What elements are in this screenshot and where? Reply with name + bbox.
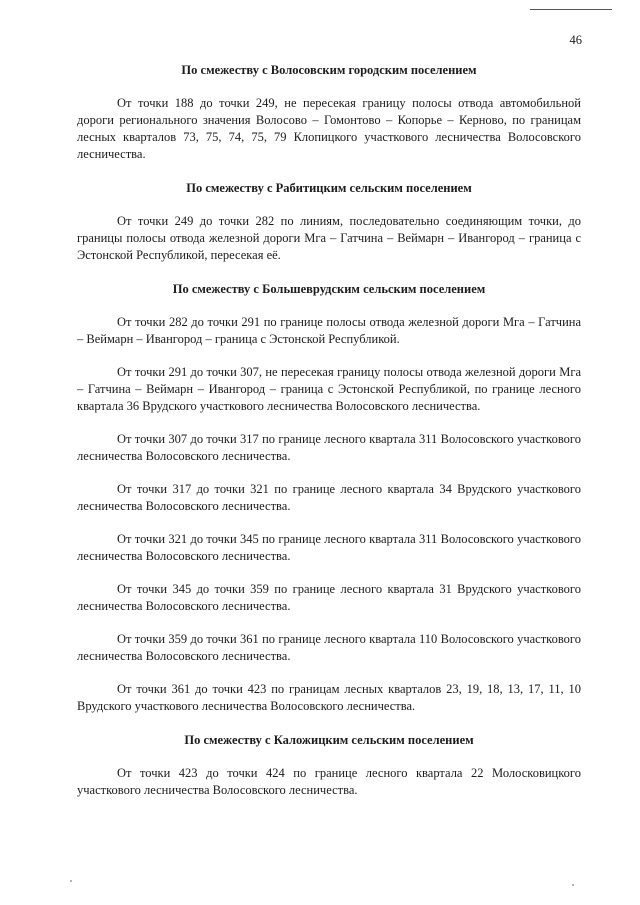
paragraph: От точки 423 до точки 424 по границе лесного квартала 22 Молосковицкого участкового лесничества Волосовского лесничества. [77, 766, 581, 797]
paragraph: От точки 249 до точки 282 по линиям, последовательно соединяющим точки, до границы полосы отвода железной дороги Мга – Гатчина – Веймарн – Ивангород – граница с Эстонской Республикой, пересекая её. [77, 214, 581, 262]
section-kalozhitsy [77, 732, 581, 799]
paragraph: От точки 359 до точки 361 по границе лесного квартала 110 Волосовского участкового лесничества Волосовского лесничества. [77, 632, 581, 663]
scan-speck [70, 880, 72, 882]
paragraph: От точки 282 до точки 291 по границе полосы отвода железной дороги Мга – Гатчина – Веймарн – Ивангород – граница с Эстонской Республикой. [77, 315, 581, 346]
paragraph: От точки 345 до точки 359 по границе лесного квартала 31 Врудского участкового лесничества Волосовского лесничества. [77, 582, 581, 613]
top-rule [530, 9, 612, 10]
section-heading: По смежеству с Рабитицким сельским поселением [186, 181, 472, 195]
paragraph: От точки 307 до точки 317 по границе лесного квартала 311 Волосовского участкового лесничества Волосовского лесничества. [77, 432, 581, 463]
section-heading: По смежеству с Большеврудским сельским поселением [172, 282, 486, 296]
paragraph: От точки 321 до точки 345 по границе лесного квартала 311 Волосовского участкового лесничества Волосовского лесничества. [77, 532, 581, 563]
document-body [77, 62, 581, 815]
section-bolshevrudskoe [77, 281, 581, 715]
section-heading: По смежеству с Волосовским городским поселением [181, 63, 477, 77]
page-number: 46 [569, 33, 582, 47]
section-volosovo [77, 62, 581, 163]
paragraph: От точки 317 до точки 321 по границе лесного квартала 34 Врудского участкового лесничества Волосовского лесничества. [77, 482, 581, 513]
paragraph: От точки 361 до точки 423 по границам лесных кварталов 23, 19, 18, 13, 17, 11, 10 Врудского участкового лесничества Волосовского лесничества. [77, 682, 581, 713]
section-heading: По смежеству с Каложицким сельским поселением [184, 733, 474, 747]
section-rabititsy [77, 180, 581, 264]
paragraph: От точки 291 до точки 307, не пересекая границу полосы отвода железной дороги Мга – Гатчина – Веймарн – Ивангород – граница с Эстонской Республикой, по границе лесного квартала 36 Врудского участкового лесничества Волосовского лесничества. [77, 365, 581, 413]
paragraph: От точки 188 до точки 249, не пересекая границу полосы отвода автомобильной дороги регионального значения Волосово – Гомонтово – Копорье – Керново, по границам лесных кварталов 73, 75, 74, 75, 79 Клопицкого участкового лесничества Волосовского лесничества. [77, 96, 581, 161]
scan-speck [572, 884, 574, 886]
